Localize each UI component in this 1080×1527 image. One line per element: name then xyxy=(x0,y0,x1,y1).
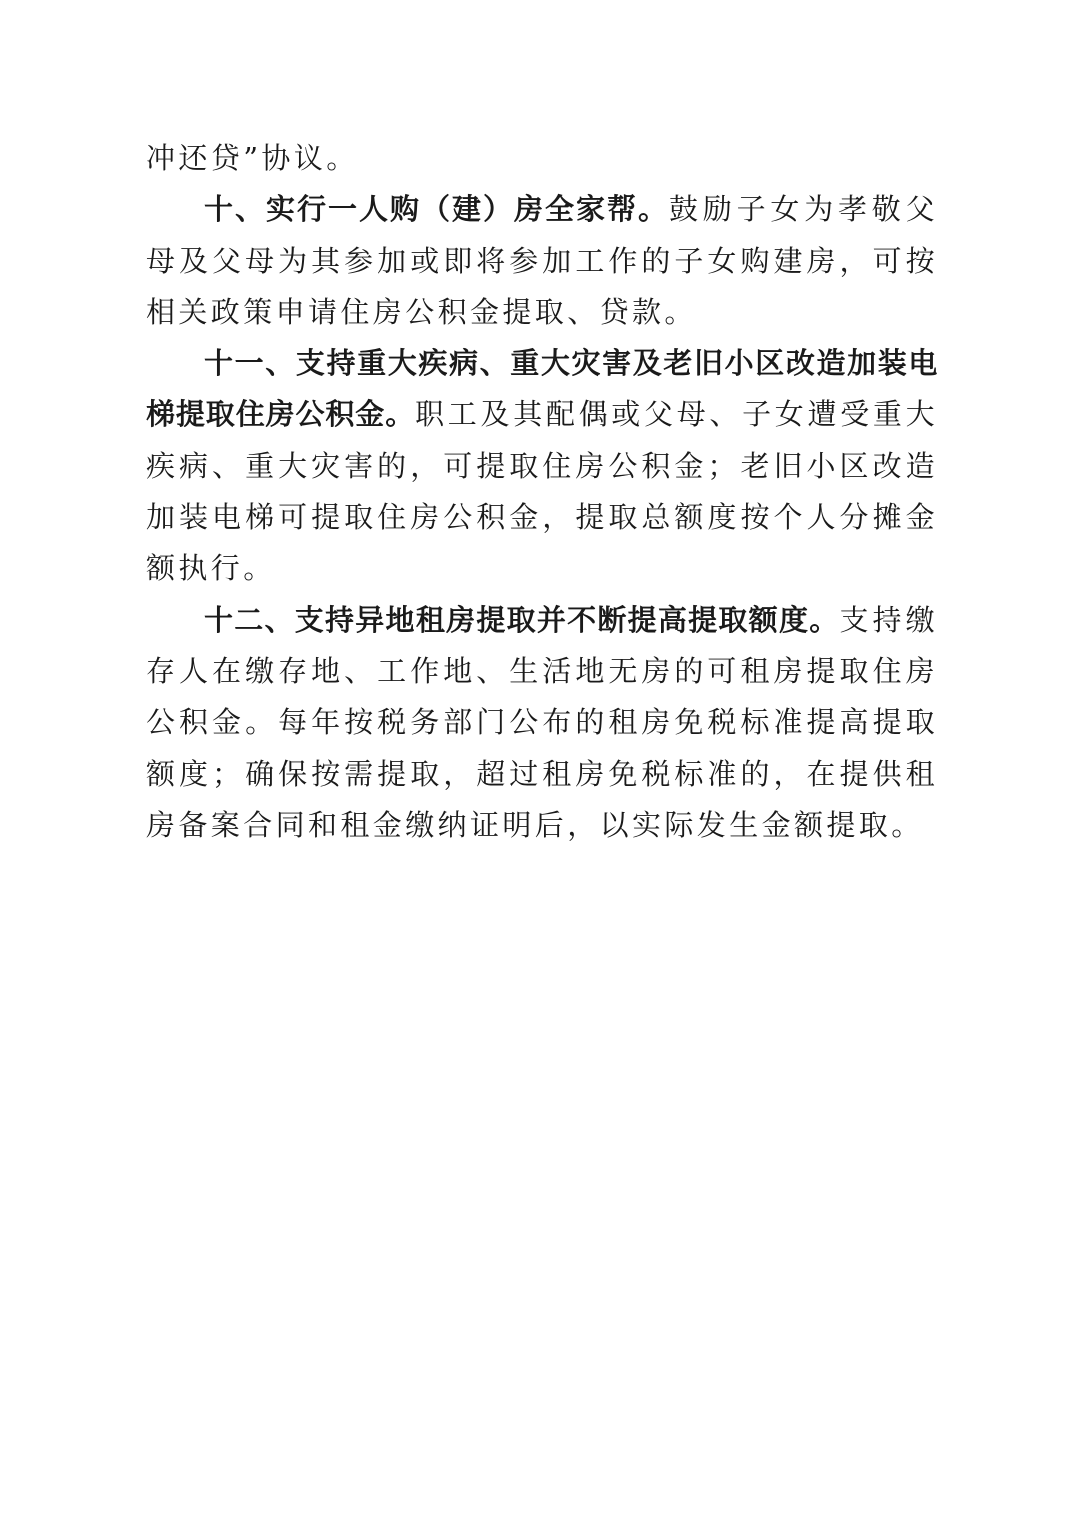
section-twelve-heading: 十二、支持异地租房提取并不断提高提取额度。 xyxy=(204,602,840,637)
section-eleven-body: 职工及其配偶或父母、子女遭受重大疾病、重大灾害的，可提取住房公积金；老旧小区改造加装电梯可提取住房公积金，提取总额度按个人分摊金额执行。 xyxy=(146,397,939,586)
document-body xyxy=(146,133,938,851)
section-ten-heading: 十、实行一人购（建）房全家帮。 xyxy=(204,192,669,227)
section-eleven-heading: 十一、支持重大疾病、重大灾害及老旧小区改造加装电梯提取住房公积金。 xyxy=(146,346,938,432)
section-ten-body: 鼓励子女为孝敬父母及父母为其参加或即将参加工作的子女购建房，可按相关政策申请住房公积金提取、贷款。 xyxy=(146,192,938,329)
section-eleven-paragraph xyxy=(146,338,938,594)
section-twelve-paragraph xyxy=(146,595,938,851)
paragraph-body: 冲还贷”协议。 xyxy=(146,141,359,175)
section-ten-paragraph xyxy=(146,184,938,338)
section-twelve-body: 支持缴存人在缴存地、工作地、生活地无房的可租房提取住房公积金。每年按税务部门公布的租房免税标准提高提取额度；确保按需提取，超过租房免税标准的，在提供租房备案合同和租金缴纳证明后，以实际发生金额提取。 xyxy=(146,602,938,842)
continued-paragraph xyxy=(146,133,938,184)
